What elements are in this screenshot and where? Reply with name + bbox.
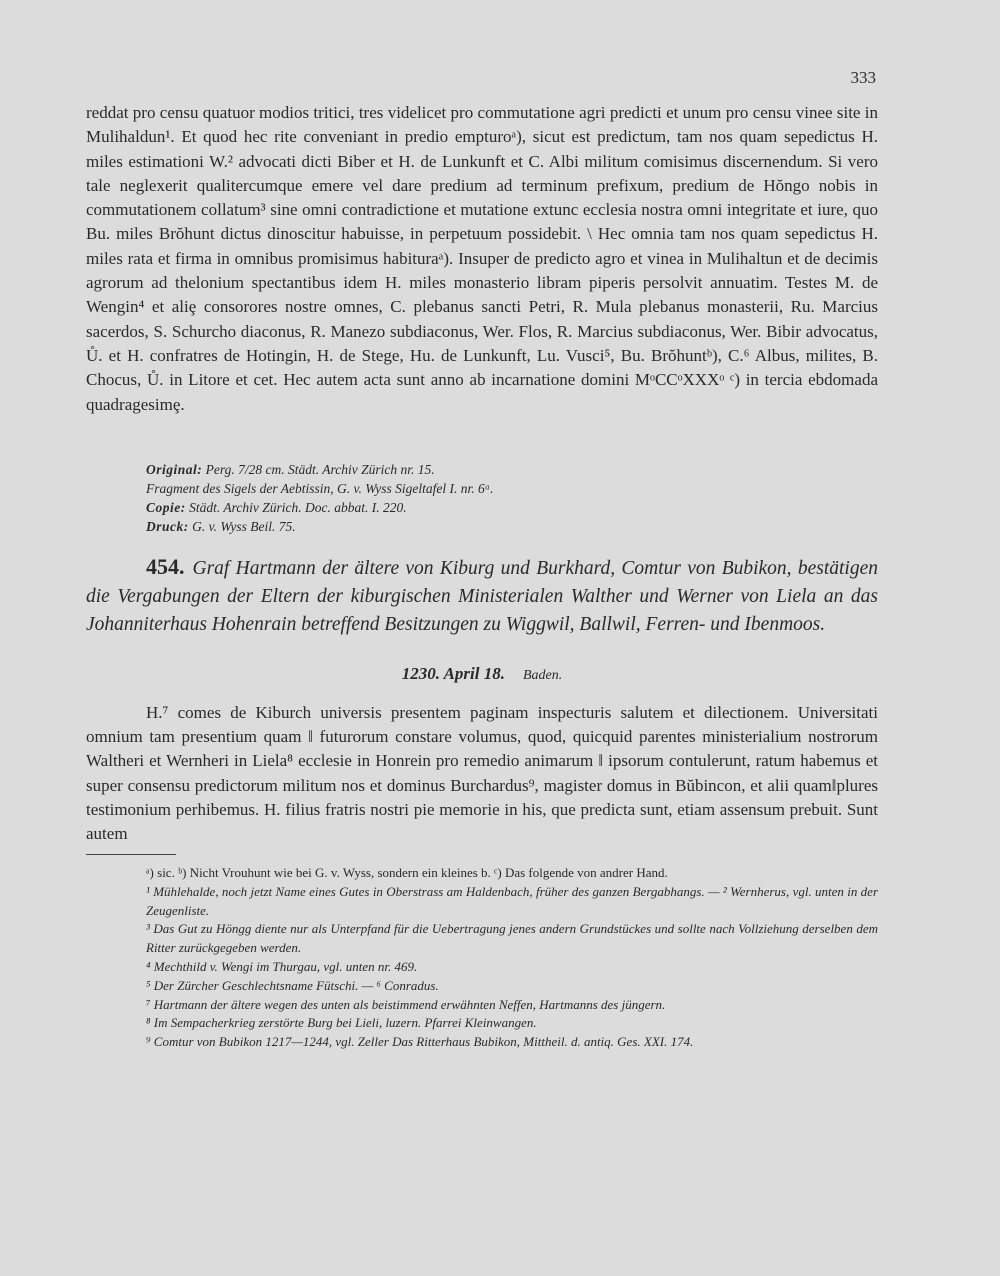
document-heading (86, 553, 878, 639)
textual-notes: ᵃ) sic. ᵇ) Nicht Vrouhunt wie bei G. v. Wyss, sondern ein kleines b. ᶜ) Das folgende von andrer Hand. (146, 865, 668, 880)
source-notes (86, 460, 878, 536)
dateline (86, 664, 878, 684)
document-number: 454. (146, 554, 185, 579)
footnote: ⁹ Comtur von Bubikon 1217—1244, vgl. Zeller Das Ritterhaus Bubikon, Mittheil. d. antiq. Ges. XXI. 174. (146, 1034, 694, 1050)
document-place: Baden. (523, 668, 563, 683)
source-original: Original: Perg. 7/28 cm. Städt. Archiv Zürich nr. 15. (146, 462, 435, 477)
source-print: Druck: G. v. Wyss Beil. 75. (146, 519, 296, 534)
footnote: ¹ Mühlehalde, noch jetzt Name eines Gutes in Oberstrass am Haldenbach, früher des ganzen Bergabhangs. — ² Wernherus, vgl. unten in der Zeugenliste. (146, 883, 878, 918)
document-body (86, 684, 878, 863)
document-date: 1230. April 18. (401, 664, 505, 683)
source-seal: Fragment des Sigels der Aebtissin, G. v. Wyss Sigeltafel I. nr. 6ᵃ. (146, 481, 494, 496)
page-number: 333 (850, 68, 876, 87)
footnote: ³ Das Gut zu Höngg diente nur als Unterpfand für die Uebertragung jenes andern Grundstückes und sollte nach Vollziehung derselben dem Ritter zurückgegeben werden. (146, 921, 878, 956)
footnote-divider (86, 854, 176, 855)
body-paragraph: H.⁷ comes de Kiburch universis presentem paginam inspecturis salutem et dilectionem. Universitati omnium tam presentium quam ‖ futurorum constare volumus, quod, quicquid parentes ministerialium nostrorum Waltheri et Wernheri in Liela⁸ ecclesie in Honrein pro remedio animarum ‖ ipsorum contulerunt, ratum habemus et super consensu predictorum militum nos et dominus Burchardus⁹, magister domus in Bŭbincon, et alii quam‖plures testimonium perhibemus. H. filius fratris nostri pie memorie in his, que predicta sunt, etiam assensum prebuit. Sunt autem (86, 703, 878, 844)
document-title: Graf Hartmann der ältere von Kiburg und Burkhard, Comtur von Bubikon, bestätigen die Vergabungen der Eltern der kiburgischen Ministerialen Walther und Werner von Liela an das Johanniterhaus Hohenrain betreffend Besitzungen zu Wiggwil, Ballwil, Ferren- und Ibenmoos. (86, 558, 878, 635)
footnote: ⁵ Der Zürcher Geschlechtsname Fütschi. — ⁶ Conradus. (146, 977, 439, 993)
main-paragraph: reddat pro censu quatuor modios tritici, tres videlicet pro commutatione agri predicti et unum pro censu vinee site in Mulihaldun¹. Et quod hec rite conveniant in predio empturoᵃ), sicut est predictum, tam nos quam sepedictus H. miles estimationi W.² advocati dicti Biber et H. de Lunkunft et C. Albi militum comisimus discernendum. Si vero tale neglexerit qualitercumque emere vel dare predium ad terminum prefixum, predium de Hŏngo nobis in commutationem collatum³ sine omni contradictione et mutatione extunc ecclesia nostra omni integritate et iure, quo Bu. miles Brŏhunt dictus dinoscitur habuisse, in perpetuum possidebit. \ Hec omnia tam nos quam sepedictus H. miles rata et firma in omnibus promisimus habituraᵃ). Insuper de predicto agro et vinea in Mulihaltun et de decimis agrorum ad thelonium spectantibus idem H. miles monasterio libram piperis persolvit annuatim. Testes M. de Wengin⁴ et aliȩ consorores nostre omnes, C. plebanus sancti Petri, R. Mula plebanus monasterii, Ru. Marcius sacerdos, S. Schurcho diaconus, R. Manezo subdiaconus, Wer. Flos, R. Marcius subdiaconus, Wer. Bibir advocatus, Ů. et H. confratres de Hotingin, H. de Stege, Hu. de Lunkunft, Lu. Vusci⁵, Bu. Brŏhuntᵇ), C.⁶ Albus, milites, B. Chocus, Ů. in Litore et cet. Hec autem acta sunt anno ab incarnatione domini MᵒCCᵒXXXᵒ ᶜ) in tercia ebdomada quadragesimȩ. (86, 103, 878, 414)
source-copy: Copie: Städt. Archiv Zürich. Doc. abbat. I. 220. (146, 500, 407, 515)
footnote: ⁸ Im Sempacherkrieg zerstörte Burg bei Lieli, luzern. Pfarrei Kleinwangen. (146, 1015, 537, 1031)
footnotes (86, 864, 878, 1052)
footnote: ⁷ Hartmann der ältere wegen des unten als beistimmend erwähnten Neffen, Hartmanns des jüngern. (146, 996, 666, 1012)
main-text (86, 101, 878, 417)
footnote: ⁴ Mechthild v. Wengi im Thurgau, vgl. unten nr. 469. (146, 958, 418, 974)
